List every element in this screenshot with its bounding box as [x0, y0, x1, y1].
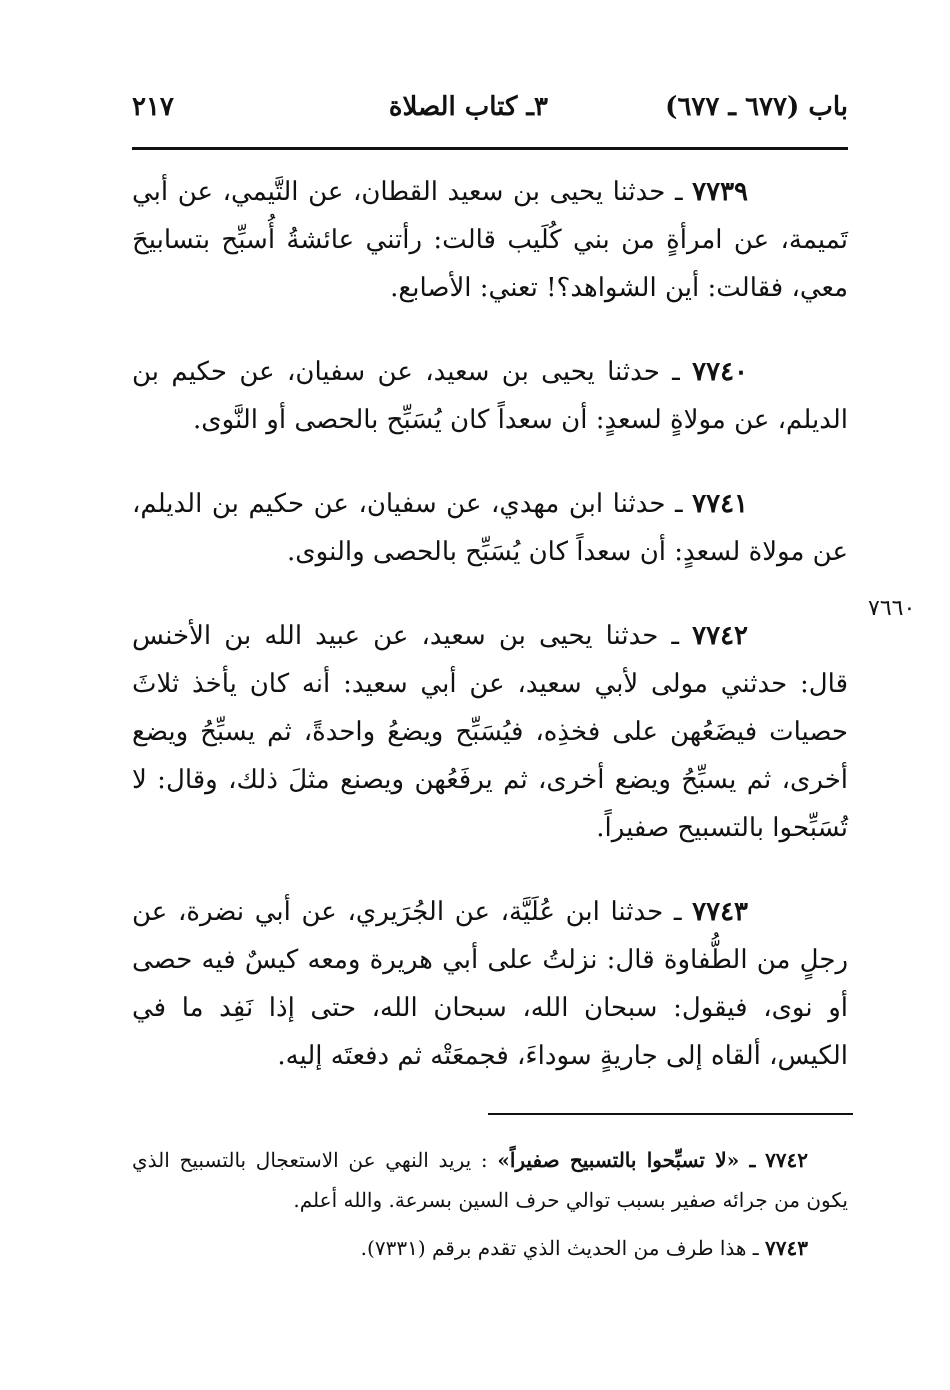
footnote-rule	[488, 1113, 853, 1115]
book-title: ٣ـ كتاب الصلاة	[388, 92, 548, 122]
footnote-text: : يريد النهي عن الاستعجال بالتسبيح الذي يكون من جرائه صفير بسبب توالي حرف السين بسرعة. والله أعلم.	[132, 1148, 848, 1212]
footnote-quote: ـ «لا تسبِّحوا بالتسبيح صفيراً»	[497, 1148, 756, 1172]
footnote	[132, 1228, 848, 1268]
footnote	[132, 1140, 848, 1220]
hadith-number: ٧٧٤٢	[692, 621, 749, 651]
footnote-number: ٧٧٤٢	[765, 1148, 809, 1172]
hadith-paragraph	[132, 348, 848, 444]
page-number: ٢١٧	[132, 92, 174, 122]
hadith-text: ـ حدثنا يحيى بن سعيد، عن سفيان، عن حكيم بن الديلم، عن مولاةٍ لسعدٍ: أن سعداً كان يُسَبِّح بالحصى أو النَّوى.	[132, 357, 848, 435]
chapter-title: باب (٦٧٧ ـ ٦٧٧)	[665, 92, 848, 122]
hadith-paragraph	[132, 168, 848, 312]
main-text	[132, 168, 848, 1116]
hadith-number: ٧٧٤٣	[692, 897, 749, 927]
hadith-number: ٧٧٣٩	[692, 177, 748, 207]
footnote-number: ٧٧٤٣	[765, 1236, 808, 1260]
page-header	[132, 92, 848, 132]
hadith-paragraph	[132, 888, 848, 1080]
hadith-text: ـ حدثنا يحيى بن سعيد، عن عبيد الله بن الأخنس قال: حدثني مولى لأبي سعيد، عن أبي سعيد: أنه كان يأخذ ثلاثَ حصيات فيضَعُهن على فخذِه، فيُسَبِّح ويضعُ واحدةً، ثم يسبِّحُ ويضع أخرى، ثم يسبِّحُ ويضع أخرى، ثم يرفَعُهن ويصنع مثلَ ذلك، وقال: لا تُسَبِّحوا بالتسبيح صفيراً.	[132, 621, 848, 843]
footnotes	[132, 1140, 848, 1276]
hadith-text: ـ حدثنا ابن عُلَيَّة، عن الجُرَيري، عن أبي نضرة، عن رجلٍ من الطُّفاوة قال: نزلتُ على أبي هريرة ومعه كيسٌ فيه حصى أو نوى، فيقول: سبحان الله، سبحان الله، حتى إذا نَفِد ما في الكيس، ألقاه إلى جاريةٍ سوداءَ، فجمعَتْه ثم دفعتَه إليه.	[132, 897, 848, 1071]
hadith-text: ـ حدثنا ابن مهدي، عن سفيان، عن حكيم بن الديلم، عن مولاة لسعدٍ: أن سعداً كان يُسَبِّح بالحصى والنوى.	[132, 489, 848, 567]
hadith-paragraph	[132, 480, 848, 576]
hadith-number: ٧٧٤٠	[692, 357, 749, 387]
margin-number: ٧٦٦٠	[868, 596, 916, 621]
footnote-text: ـ هذا طرف من الحديث الذي تقدم برقم (٧٣٣١).	[360, 1236, 759, 1260]
header-rule	[132, 147, 848, 150]
hadith-text: ـ حدثنا يحيى بن سعيد القطان، عن التَّيمي، عن أبي تَميمة، عن امرأةٍ من بني كُلَيب قالت: رأتني عائشةُ أُسبِّح بتسابيحَ معي، فقالت: أين الشواهد؟! تعني: الأصابع.	[132, 177, 848, 303]
hadith-paragraph	[132, 612, 848, 852]
hadith-number: ٧٧٤١	[692, 489, 748, 519]
